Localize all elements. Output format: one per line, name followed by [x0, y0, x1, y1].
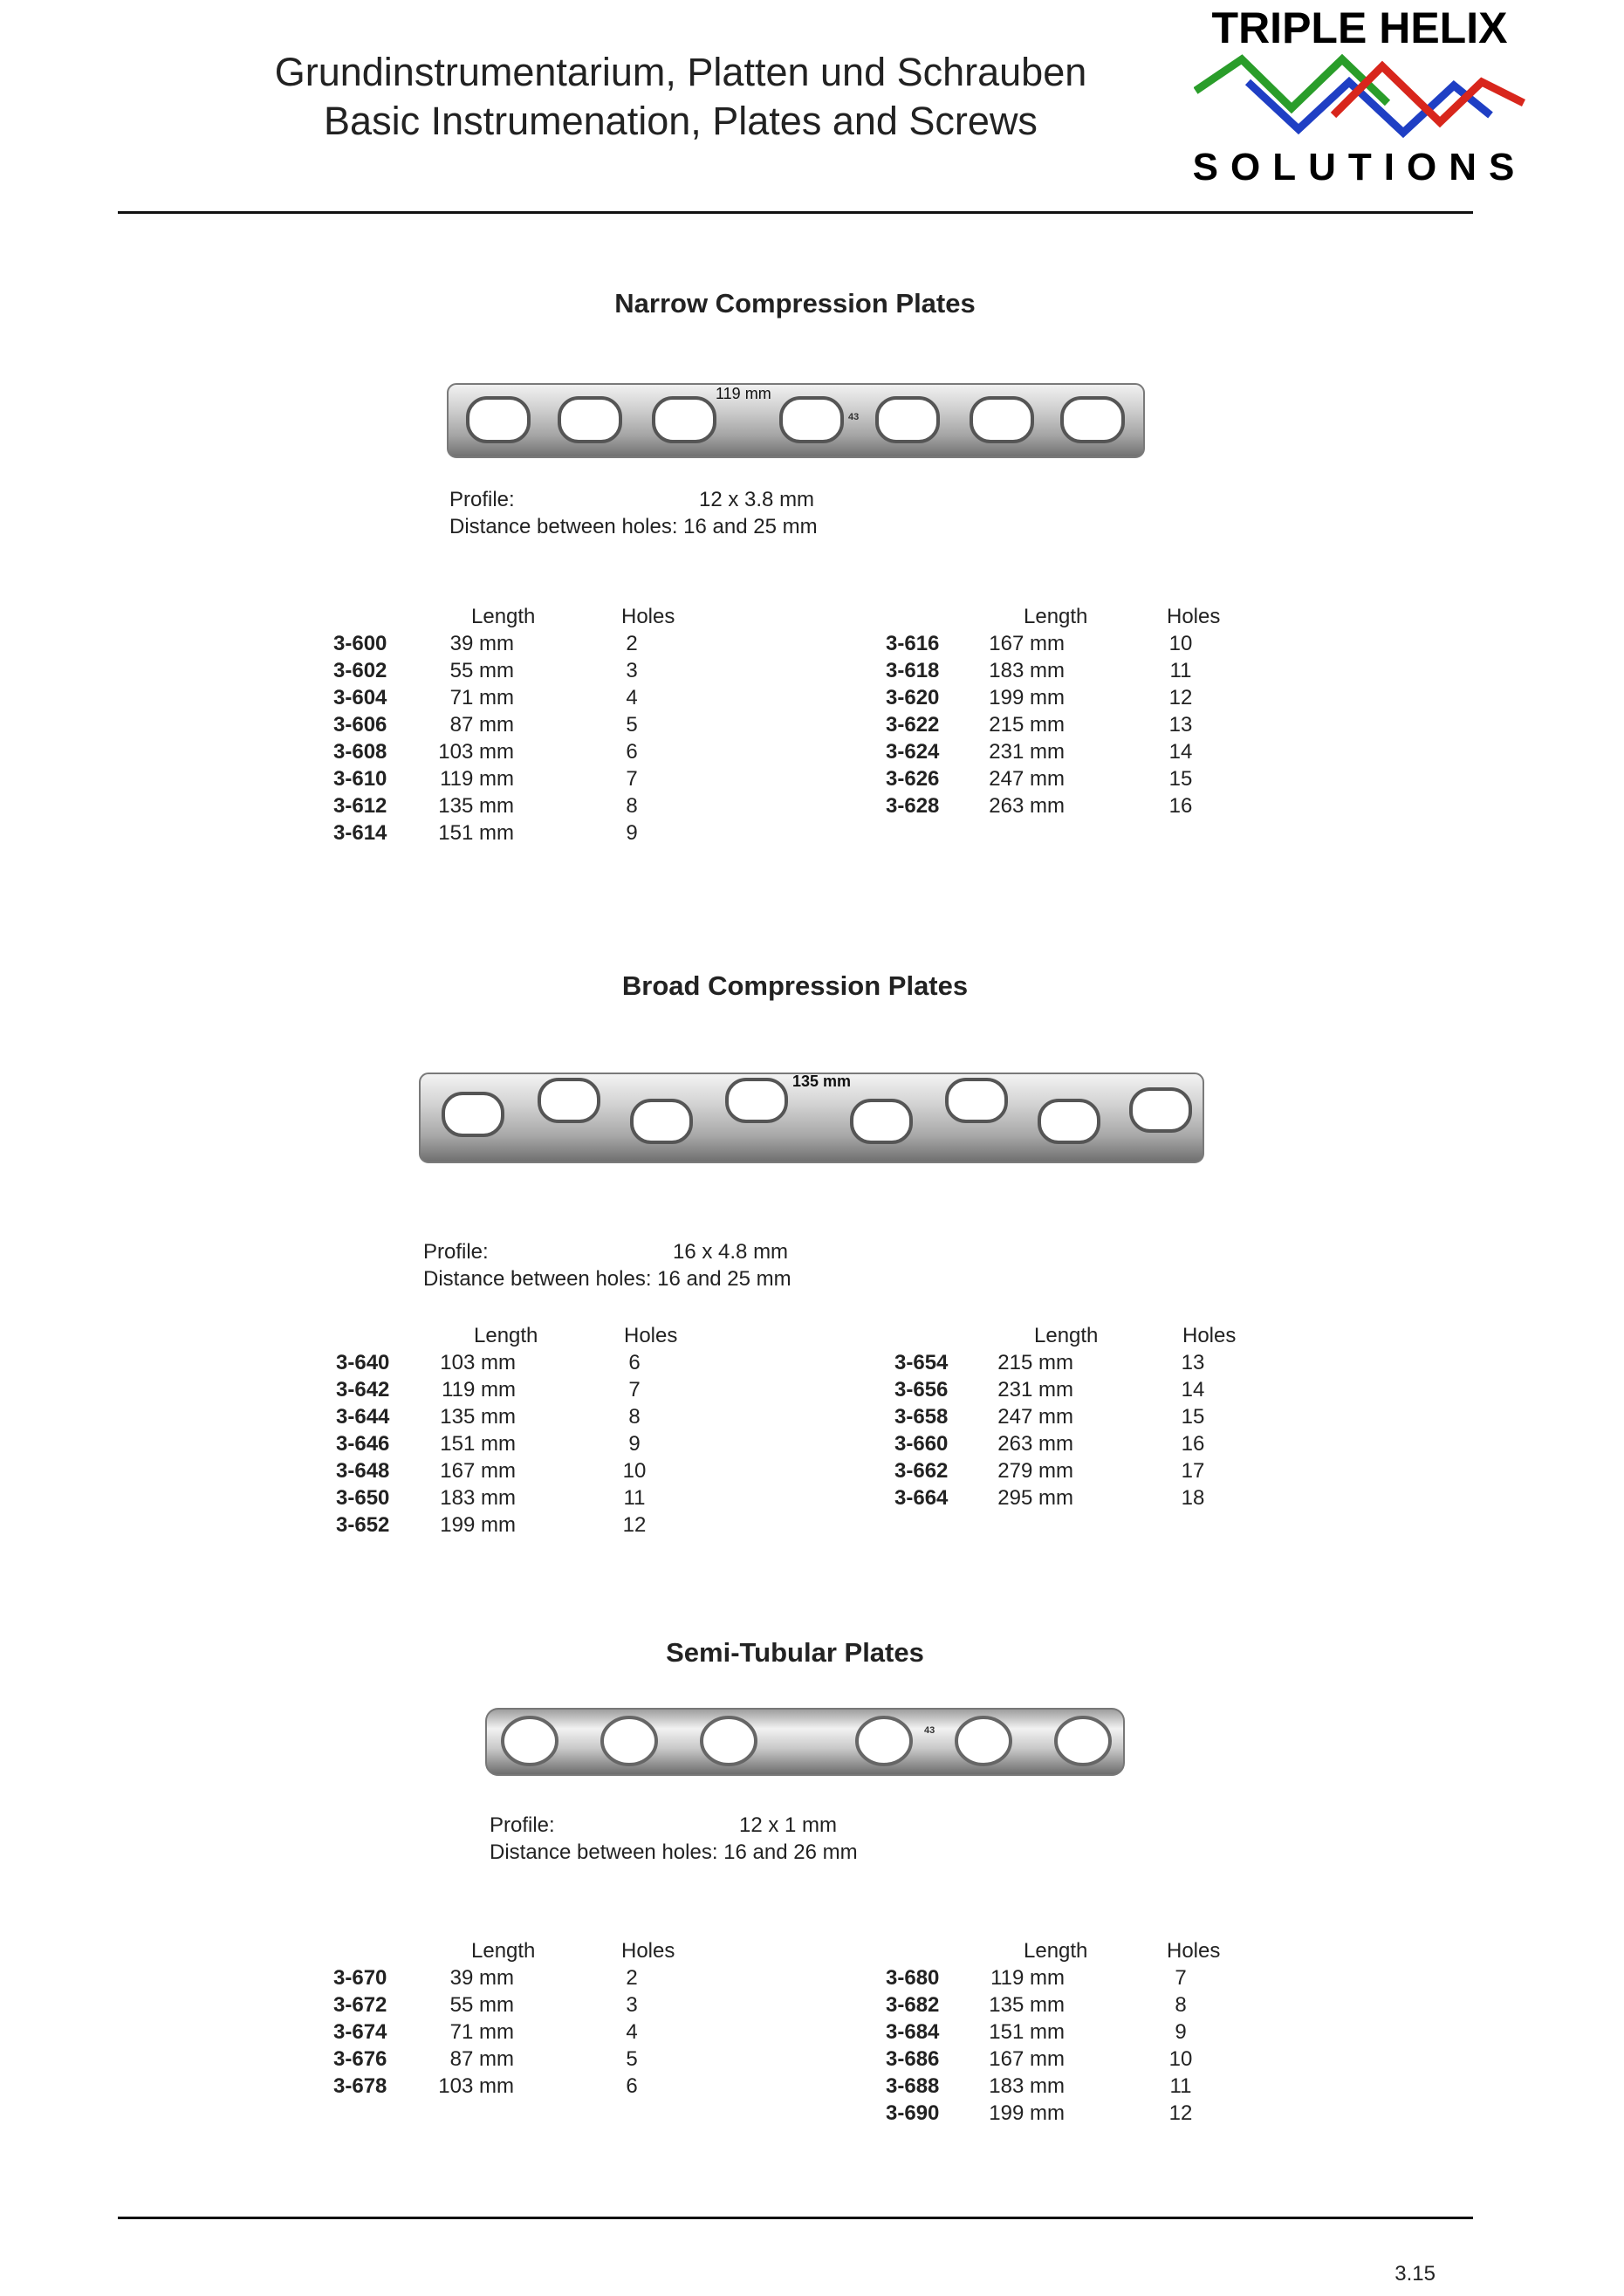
holes-cell: 6	[626, 2074, 638, 2098]
length-cell: 103 mm	[438, 740, 514, 764]
length-cell: 215 mm	[997, 1351, 1073, 1374]
page-number: 3.15	[1394, 2262, 1436, 2286]
profile-label: Profile:	[449, 488, 515, 511]
holes-cell: 6	[628, 1351, 641, 1374]
table-row	[333, 659, 639, 686]
article-number: 3-654	[894, 1351, 949, 1374]
length-cell: 119 mm	[442, 1378, 516, 1402]
article-number: 3-652	[336, 1513, 390, 1537]
holes-cell: 16	[1181, 1432, 1205, 1456]
svg-text:SOLUTIONS: SOLUTIONS	[1194, 146, 1525, 188]
semi-tubular-spec	[490, 1812, 926, 1866]
length-cell: 263 mm	[989, 794, 1065, 818]
length-cell: 55 mm	[449, 1993, 514, 2017]
narrow-spec	[449, 486, 886, 540]
article-number: 3-664	[894, 1486, 949, 1510]
article-number: 3-626	[886, 767, 940, 791]
length-cell: 247 mm	[997, 1405, 1073, 1429]
article-number: 3-612	[333, 794, 387, 818]
table-row	[333, 1993, 639, 2020]
table-row	[333, 2020, 639, 2047]
page-title	[201, 48, 1161, 146]
article-number: 3-642	[336, 1378, 390, 1402]
semi-tubular-table-left	[333, 1939, 675, 2101]
length-cell: 39 mm	[449, 1966, 514, 1990]
col-holes-header: Holes	[1182, 1324, 1237, 1347]
length-cell: 167 mm	[989, 2047, 1065, 2071]
table-row	[336, 1378, 641, 1405]
holes-cell: 10	[1168, 2047, 1193, 2071]
section-title-broad: Broad Compression Plates	[621, 970, 969, 1001]
article-number: 3-604	[333, 686, 387, 709]
length-cell: 183 mm	[440, 1486, 516, 1510]
table-row	[333, 2074, 639, 2101]
holes-cell: 15	[1181, 1405, 1205, 1429]
article-number: 3-648	[336, 1459, 390, 1483]
holes-cell: 12	[1168, 686, 1193, 709]
col-holes-header: Holes	[1167, 1939, 1221, 1963]
table-row	[886, 767, 1191, 794]
narrow-table-left	[333, 605, 675, 848]
article-number: 3-682	[886, 1993, 940, 2017]
holes-cell: 9	[628, 1432, 641, 1456]
length-cell: 119 mm	[440, 767, 514, 791]
table-row	[336, 1432, 641, 1459]
col-length-header: Length	[471, 1939, 536, 1963]
col-length-header: Length	[471, 605, 536, 628]
holes-cell: 5	[626, 713, 638, 737]
table-row	[336, 1513, 647, 1540]
holes-cell: 18	[1181, 1486, 1205, 1510]
holes-cell: 7	[626, 767, 638, 791]
table-row	[333, 1966, 639, 1993]
table-row	[886, 2020, 1191, 2047]
semi-tubular-plate-image	[484, 1702, 1126, 1780]
article-number: 3-686	[886, 2047, 940, 2071]
broad-plate-image	[417, 1069, 1207, 1167]
table-row	[333, 2047, 639, 2074]
length-cell: 87 mm	[449, 2047, 514, 2071]
holes-cell: 7	[628, 1378, 641, 1402]
hole-distance: Distance between holes: 16 and 25 mm	[423, 1267, 791, 1291]
broad-table-left	[336, 1324, 678, 1540]
narrow-plate-mark: 43	[848, 412, 860, 422]
length-cell: 295 mm	[997, 1486, 1073, 1510]
holes-cell: 4	[626, 686, 638, 709]
narrow-table-right	[886, 605, 1221, 821]
length-cell: 71 mm	[449, 2020, 514, 2044]
article-number: 3-606	[333, 713, 387, 737]
article-number: 3-676	[333, 2047, 387, 2071]
holes-cell: 14	[1181, 1378, 1205, 1402]
table-row	[886, 740, 1191, 767]
article-number: 3-660	[894, 1432, 949, 1456]
table-row	[886, 794, 1191, 821]
holes-cell: 3	[626, 1993, 638, 2017]
article-number: 3-610	[333, 767, 387, 791]
length-cell: 151 mm	[438, 821, 514, 845]
semi-tubular-table-right	[886, 1939, 1221, 2128]
article-number: 3-624	[886, 740, 940, 764]
length-cell: 183 mm	[989, 659, 1065, 682]
length-cell: 151 mm	[440, 1432, 516, 1456]
table-row	[886, 713, 1191, 740]
holes-cell: 8	[1175, 1993, 1187, 2017]
article-number: 3-680	[886, 1966, 940, 1990]
article-number: 3-688	[886, 2074, 940, 2098]
holes-cell: 10	[1168, 632, 1193, 655]
length-cell: 199 mm	[989, 2101, 1065, 2125]
length-cell: 231 mm	[997, 1378, 1073, 1402]
length-cell: 151 mm	[989, 2020, 1065, 2044]
article-number: 3-656	[894, 1378, 949, 1402]
table-row	[336, 1459, 647, 1486]
table-row	[886, 2101, 1191, 2128]
header-divider	[118, 211, 1473, 214]
holes-cell: 17	[1181, 1459, 1205, 1483]
article-number: 3-618	[886, 659, 940, 682]
article-number: 3-646	[336, 1432, 390, 1456]
table-row	[333, 686, 639, 713]
holes-cell: 11	[1169, 2074, 1192, 2098]
article-number: 3-650	[336, 1486, 390, 1510]
article-number: 3-674	[333, 2020, 387, 2044]
length-cell: 135 mm	[440, 1405, 516, 1429]
article-number: 3-620	[886, 686, 940, 709]
length-cell: 39 mm	[449, 632, 514, 655]
section-title-narrow: Narrow Compression Plates	[614, 288, 976, 319]
table-row	[894, 1378, 1244, 1405]
length-cell: 263 mm	[997, 1432, 1073, 1456]
col-length-header: Length	[1024, 605, 1088, 628]
holes-cell: 10	[622, 1459, 647, 1483]
col-holes-header: Holes	[624, 1324, 678, 1347]
holes-cell: 9	[1175, 2020, 1187, 2044]
article-number: 3-662	[894, 1459, 949, 1483]
article-number: 3-622	[886, 713, 940, 737]
table-row	[886, 2047, 1191, 2074]
table-row	[886, 1966, 1191, 1993]
title-english: Basic Instrumenation, Plates and Screws	[324, 99, 1038, 143]
holes-cell: 13	[1181, 1351, 1205, 1374]
broad-table-right	[894, 1324, 1244, 1513]
article-number: 3-684	[886, 2020, 940, 2044]
table-row	[886, 659, 1191, 686]
narrow-plate-length-label: 119 mm	[716, 385, 771, 402]
article-number: 3-602	[333, 659, 387, 682]
length-cell: 103 mm	[440, 1351, 516, 1374]
length-cell: 135 mm	[438, 794, 514, 818]
length-cell: 135 mm	[989, 1993, 1065, 2017]
length-cell: 247 mm	[989, 767, 1065, 791]
length-cell: 167 mm	[440, 1459, 516, 1483]
length-cell: 199 mm	[989, 686, 1065, 709]
table-row	[336, 1405, 641, 1432]
holes-cell: 12	[1168, 2101, 1193, 2125]
col-holes-header: Holes	[621, 605, 675, 628]
length-cell: 167 mm	[989, 632, 1065, 655]
col-length-header: Length	[474, 1324, 538, 1347]
holes-cell: 14	[1168, 740, 1193, 764]
holes-cell: 8	[626, 794, 638, 818]
article-number: 3-658	[894, 1405, 949, 1429]
svg-text:TRIPLE HELIX: TRIPLE HELIX	[1211, 3, 1508, 52]
article-number: 3-644	[336, 1405, 390, 1429]
col-holes-header: Holes	[621, 1939, 675, 1963]
table-row	[336, 1351, 641, 1378]
table-row	[333, 767, 639, 794]
broad-spec	[423, 1238, 860, 1292]
length-cell: 231 mm	[989, 740, 1065, 764]
holes-cell: 6	[626, 740, 638, 764]
table-row	[894, 1486, 1244, 1513]
table-row	[886, 632, 1191, 659]
table-row	[886, 686, 1191, 713]
profile-label: Profile:	[423, 1240, 489, 1264]
table-row	[333, 821, 639, 848]
length-cell: 199 mm	[440, 1513, 516, 1537]
holes-cell: 3	[626, 659, 638, 682]
article-number: 3-628	[886, 794, 940, 818]
holes-cell: 9	[626, 821, 638, 845]
table-row	[336, 1486, 646, 1513]
profile-value: 16 x 4.8 mm	[673, 1240, 789, 1264]
table-row	[886, 2074, 1191, 2101]
length-cell: 119 mm	[990, 1966, 1065, 1990]
holes-cell: 16	[1168, 794, 1193, 818]
company-logo	[1194, 2, 1525, 194]
article-number: 3-640	[336, 1351, 390, 1374]
article-number: 3-600	[333, 632, 387, 655]
table-row	[333, 794, 639, 821]
profile-label: Profile:	[490, 1813, 555, 1837]
holes-cell: 11	[1169, 659, 1192, 682]
table-row	[333, 632, 639, 659]
holes-cell: 8	[628, 1405, 641, 1429]
length-cell: 103 mm	[438, 2074, 514, 2098]
article-number: 3-678	[333, 2074, 387, 2098]
table-row	[894, 1351, 1244, 1378]
hole-distance: Distance between holes: 16 and 26 mm	[490, 1840, 858, 1864]
article-number: 3-614	[333, 821, 387, 845]
table-row	[886, 1993, 1191, 2020]
table-row	[894, 1432, 1244, 1459]
holes-cell: 4	[626, 2020, 638, 2044]
holes-cell: 13	[1168, 713, 1193, 737]
holes-cell: 2	[626, 1966, 638, 1990]
holes-cell: 5	[626, 2047, 638, 2071]
article-number: 3-670	[333, 1966, 387, 1990]
length-cell: 87 mm	[449, 713, 514, 737]
length-cell: 215 mm	[989, 713, 1065, 737]
holes-cell: 2	[626, 632, 638, 655]
article-number: 3-690	[886, 2101, 940, 2125]
length-cell: 71 mm	[449, 686, 514, 709]
table-row	[894, 1405, 1244, 1432]
holes-cell: 7	[1175, 1966, 1187, 1990]
table-row	[894, 1459, 1244, 1486]
table-row	[333, 740, 639, 767]
length-cell: 279 mm	[997, 1459, 1073, 1483]
article-number: 3-672	[333, 1993, 387, 2017]
profile-value: 12 x 3.8 mm	[699, 488, 815, 511]
narrow-plate-image	[445, 375, 1148, 463]
hole-distance: Distance between holes: 16 and 25 mm	[449, 515, 818, 538]
article-number: 3-608	[333, 740, 387, 764]
holes-cell: 11	[623, 1486, 646, 1510]
title-german: Grundinstrumentarium, Platten und Schrauben	[274, 50, 1087, 94]
article-number: 3-616	[886, 632, 940, 655]
section-title-semi-tubular: Semi-Tubular Plates	[666, 1637, 924, 1668]
length-cell: 55 mm	[449, 659, 514, 682]
table-row	[333, 713, 639, 740]
broad-plate-length-label: 135 mm	[792, 1073, 852, 1090]
col-holes-header: Holes	[1167, 605, 1221, 628]
footer-divider	[118, 2217, 1473, 2219]
semi-tubular-plate-mark: 43	[924, 1725, 935, 1736]
holes-cell: 15	[1168, 767, 1193, 791]
length-cell: 183 mm	[989, 2074, 1065, 2098]
profile-value: 12 x 1 mm	[739, 1813, 838, 1837]
col-length-header: Length	[1024, 1939, 1088, 1963]
holes-cell: 12	[622, 1513, 647, 1537]
col-length-header: Length	[1034, 1324, 1099, 1347]
